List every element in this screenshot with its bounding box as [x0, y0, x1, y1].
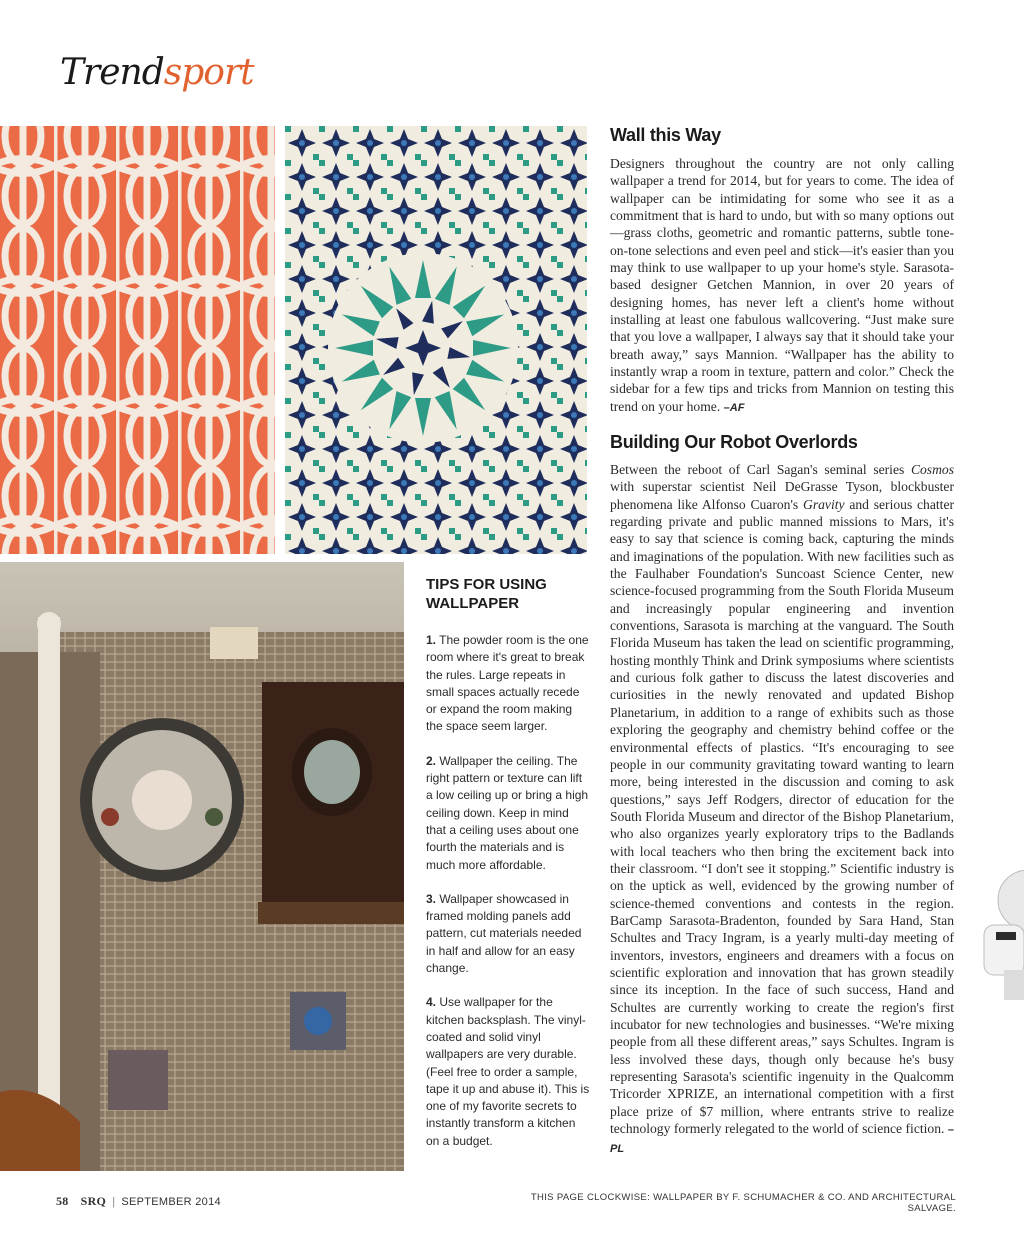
article-body-text-2: with superstar scientist Neil DeGrasse Tyson, blockbuster phenomena like Alfonso Cuaron's: [610, 479, 954, 512]
tip-text: Use wallpaper for the kitchen backsplash. The vinyl-coated and solid vinyl wallpapers are very durable. (Feel free to order a sample, tape it up and abuse it). This is one of my favorite secrets to instantly transform a kitchen on a budget.: [426, 995, 590, 1148]
trellis-wallpaper-image: [0, 126, 275, 554]
issue-date: SEPTEMBER 2014: [121, 1196, 221, 1208]
page-number: 58: [56, 1194, 69, 1208]
section-title: [60, 52, 254, 93]
magazine-name: SRQ: [80, 1194, 107, 1208]
title-cosmos: Cosmos: [910, 462, 954, 477]
article-headline-robot-overlords: Building Our Robot Overlords: [610, 432, 858, 452]
tip-item: [426, 753, 590, 874]
section-title-sport: sport: [163, 52, 254, 93]
photo-credit: THIS PAGE CLOCKWISE: WALLPAPER BY F. SCHUMACHER & CO. AND ARCHITECTURAL SALVAGE.: [530, 1192, 956, 1214]
author-signature: –PL: [610, 1124, 954, 1156]
section-title-trend: Trend: [60, 52, 164, 93]
architectural-salvage-photo: [0, 562, 404, 1171]
tip-item: [426, 891, 590, 977]
robot-photo: [970, 870, 1024, 1010]
article-body-text-3: and serious chatter regarding private and public manned missions to Mars, it's easy to say that science is coming back, capturing the minds and imaginations of the population. With new facilities such as the Faulhaber Foundation's Suncoast Science Center, new science-focused programming from the South Florida Museum and increasingly popular engineering and invention conventions, Sarasota is marching at the vanguard. The South Florida Museum has taken the lead on scientific programming, hosting monthly Think and Drink symposiums where scientists and curious folk gather to discuss the latest discoveries and curiosities in the newly renovated and updated Bishop Planetarium, in addition to a range of exhibits such as those exploring the geography and chemistry behind coffee or the environmental effects of plastics. “It's encouraging to see people in our community gravitating toward wanting to learn more, being interested in the discussion and coming to ask questions,” says Jeff Rodgers, director of education for the South Florida Museum and director of the Bishop Planetarium, who also organizes yearly exploratory trips to the Badlands with local teachers who then bring the excitement back into their classroom. “I don't see it stopping.” Scientific industry is on the uptick as well, evidenced by the growing number of science-themed conventions and contests in the region. BarCamp Sarasota-Bradenton, founded by Sara Hand, Stan Schultes and Tracy Ingram, is a yearly multi-day meeting of inventors, investors, engineers and dreamers with a focus on scientific exploration and innovation that has grown steadily since its inception. In the face of such success, Hand and Schultes are currently working to create the region's first incubator for new technologies and businesses. “We're mixing people from all these different areas,” says Schultes. Ingram is less involved these days, though only because he's busy representing Sarasota's scientific ingenuity in the Qualcomm Tricorder XPRIZE, an international competition with a first place prize of $7 million, where entrants strive to realize technology formerly relegated to the world of science fiction.: [610, 496, 955, 1137]
title-gravity: Gravity: [803, 496, 845, 512]
tip-text: Wallpaper showcased in framed molding panels add pattern, cut materials needed in half and allow for an easy change.: [426, 891, 582, 976]
tip-item: [426, 632, 590, 736]
article-body-wall-this-way: [610, 155, 954, 417]
tip-item: [426, 994, 590, 1150]
tip-number: 2.: [426, 753, 437, 768]
tip-text: Wallpaper the ceiling. The right pattern or texture can lift a low ceiling up or bring a high ceiling down. Keep in mind that a ceiling uses about one fourth the materials and is much more affordable.: [426, 753, 589, 872]
tip-number: 1.: [426, 633, 437, 647]
author-signature: –AF: [723, 401, 745, 414]
article-headline-wall-this-way: Wall this Way: [610, 125, 721, 145]
article-body-robot-overlords: [610, 461, 954, 1159]
article-body-text: Designers throughout the country are not only calling wallpaper a trend for 2014, but for years to come. The idea of wallpaper can be intimidating for some who see it as a commitment that is hard to undo, but with so many options out—grass cloths, geometric and romantic patterns, subtle tone-on-tone selections and even peel and stick—it's easier than you may think to use wallpaper to up your home's style. Sarasota-based designer Getchen Mannion, in over 20 years of designing homes, has never left a client's home without installing at least one fabulous wallcovering. “Just make sure that you love a wallpaper, I always say that it should take your breath away,” says Mannion. “Wallpaper has the ability to instantly wrap a room in texture, pattern and color.” Check the sidebar for a few tips and tricks from Mannion on testing this trend on your home.: [610, 156, 954, 414]
tip-text: The powder room is the one room where it's great to break the rules. Large repeats in small spaces actually recede or expand the room making the space seem larger.: [426, 633, 589, 734]
tips-list: [426, 632, 590, 1167]
sidebar-title: TIPS FOR USING WALLPAPER: [426, 576, 547, 612]
article-body-text-1: Between the reboot of Carl Sagan's seminal series: [610, 462, 911, 477]
tip-number: 4.: [426, 995, 437, 1010]
folio-separator: |: [112, 1196, 116, 1208]
moroccan-tile-wallpaper-image: [285, 126, 587, 554]
folio: [56, 1194, 221, 1209]
tip-number: 3.: [426, 891, 437, 906]
